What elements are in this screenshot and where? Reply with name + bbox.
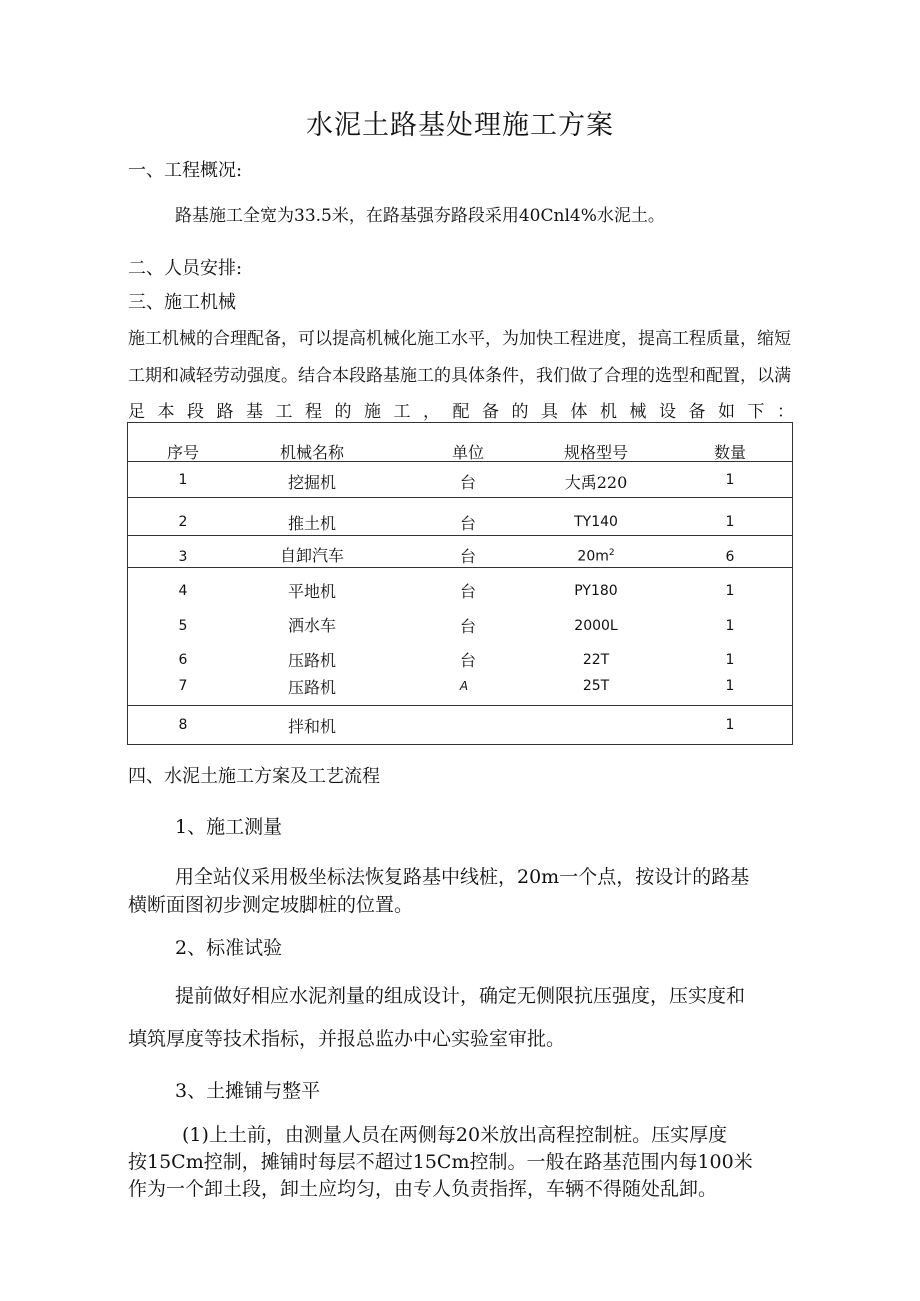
row6-unit: 台 <box>459 651 477 670</box>
row6-spec: 22T <box>582 652 610 668</box>
table-divider <box>128 497 792 498</box>
line3-char: 如 <box>718 402 735 422</box>
row6-name: 压路机 <box>287 651 337 670</box>
line3-char: 体 <box>570 402 588 422</box>
line3-char: 具 <box>541 402 558 422</box>
line3-char: ， <box>423 402 440 422</box>
row5-name: 洒水车 <box>287 616 337 635</box>
row7-name: 压路机 <box>287 678 337 697</box>
row8-no: 8 <box>178 717 188 733</box>
line3-char: 基 <box>246 402 263 422</box>
section3-para-line2: 工期和减轻劳动强度。结合本段路基施工的具体条件，我们做了合理的选型和配置，以满 <box>128 366 791 386</box>
line3-char: 工 <box>393 402 411 422</box>
row3-qty: 6 <box>725 549 735 565</box>
row1-qty: 1 <box>725 472 735 488</box>
row2-no: 2 <box>178 514 188 530</box>
section2-heading: 二、人员安排: <box>128 258 243 279</box>
line3-char: 的 <box>334 402 352 422</box>
line3-char: 机 <box>600 402 617 422</box>
line3-char: 设 <box>659 402 676 422</box>
table-header-name: 机械名称 <box>279 443 345 462</box>
line3-char: 足 <box>128 402 145 422</box>
row6-no: 6 <box>178 652 188 668</box>
section1-text: 路基施工全宽为33.5米，在路基强夯路段采用40Cnl4%水泥土。 <box>175 206 665 226</box>
row5-unit: 台 <box>459 617 477 636</box>
row4-qty: 1 <box>725 583 735 599</box>
row4-spec: PY180 <box>574 583 618 599</box>
table-header-unit: 单位 <box>451 443 485 462</box>
row3-spec <box>577 548 614 565</box>
sub1-heading: 1、施工测量 <box>175 816 283 838</box>
section4-heading: 四、水泥土施工方案及工艺流程 <box>128 766 380 787</box>
sub1-line1: 用全站仪采用极坐标法恢复路基中线桩，20m一个点，按设计的路基 <box>175 866 750 888</box>
row7-unit: A <box>459 679 469 693</box>
line3-char: 段 <box>187 402 204 422</box>
section3-para-line3 <box>128 397 794 422</box>
line3-char: ： <box>777 402 794 422</box>
table-header-no: 序号 <box>166 443 200 462</box>
row1-spec: 大禹220 <box>564 473 628 492</box>
line3-char: 的 <box>511 402 529 422</box>
line3-char: 本 <box>157 402 175 422</box>
sub2-line1: 提前做好相应水泥剂量的组成设计，确定无侧限抗压强度，压实度和 <box>175 985 746 1007</box>
row5-no: 5 <box>178 618 188 634</box>
row1-unit: 台 <box>459 473 477 492</box>
line3-char: 备 <box>482 402 499 422</box>
sub2-heading: 2、标准试验 <box>175 937 283 959</box>
row7-qty: 1 <box>725 678 735 694</box>
section3-heading: 三、施工机械 <box>128 292 236 313</box>
line3-char: 工 <box>275 402 293 422</box>
row7-spec: 25T <box>582 678 610 694</box>
row8-qty: 1 <box>725 717 735 733</box>
sub3-heading: 3、土摊铺与整平 <box>175 1080 321 1102</box>
row1-name: 挖掘机 <box>287 473 337 492</box>
row4-name: 平地机 <box>287 582 337 601</box>
section1-heading: 一、工程概况: <box>128 160 243 181</box>
sub1-line2: 横断面图初步测定坡脚桩的位置。 <box>128 894 414 916</box>
line3-char: 程 <box>305 402 322 422</box>
line3-char: 路 <box>216 402 234 422</box>
row5-spec: 2000L <box>574 618 618 634</box>
row5-qty: 1 <box>725 618 735 634</box>
sub3-line3: 作为一个卸土段，卸土应均匀，由专人负责指挥，车辆不得随处乱卸。 <box>128 1178 718 1200</box>
section3-para-line1: 施工机械的合理配备，可以提高机械化施工水平，为加快工程进度，提高工程质量，缩短 <box>128 329 791 349</box>
sub3-line1: (1)上土前，由测量人员在两侧每20米放出高程控制桩。压实厚度 <box>182 1124 728 1146</box>
row3-spec-superscript: 2 <box>608 548 615 558</box>
sub2-line2: 填筑厚度等技术指标，并报总监办中心实验室审批。 <box>128 1028 566 1050</box>
row2-name: 推土机 <box>287 514 337 533</box>
line3-char: 备 <box>688 402 706 422</box>
row3-no: 3 <box>178 549 188 565</box>
table-divider <box>128 567 792 568</box>
table-header-qty: 数量 <box>713 443 747 462</box>
row1-no: 1 <box>178 472 188 488</box>
sub3-line2: 按15Cm控制，摊铺时每层不超过15Cm控制。一般在路基范围内每100米 <box>128 1151 753 1173</box>
row2-spec: TY140 <box>574 514 618 530</box>
row2-qty: 1 <box>725 514 735 530</box>
table-header-spec: 规格型号 <box>563 443 629 462</box>
row3-spec-value: 20m <box>577 548 609 565</box>
row6-qty: 1 <box>725 652 735 668</box>
equipment-table <box>127 422 793 745</box>
row7-no: 7 <box>178 678 188 694</box>
line3-char: 施 <box>364 402 381 422</box>
table-divider <box>128 705 792 706</box>
document-title: 水泥土路基处理施工方案 <box>306 110 614 141</box>
row4-unit: 台 <box>459 582 477 601</box>
line3-char: 械 <box>629 402 647 422</box>
row4-no: 4 <box>178 583 188 599</box>
row8-name: 拌和机 <box>287 717 337 736</box>
table-divider <box>128 535 792 536</box>
row2-unit: 台 <box>459 514 477 533</box>
line3-char: 配 <box>452 402 470 422</box>
line3-char: 下 <box>747 402 765 422</box>
row3-name: 自卸汽车 <box>279 546 345 565</box>
row3-unit: 台 <box>459 547 477 566</box>
